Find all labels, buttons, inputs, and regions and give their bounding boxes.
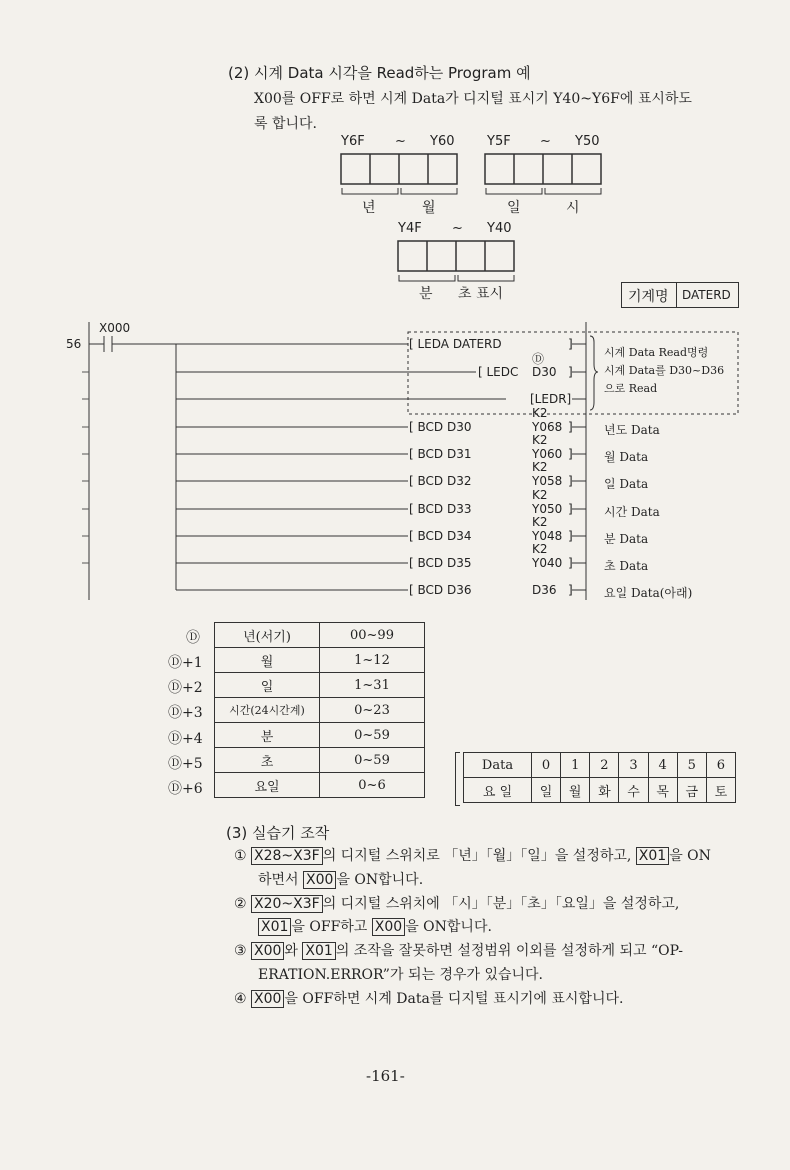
ladder-instr-leda: [ LEDA DATERD bbox=[409, 337, 502, 351]
operation-title: (3) 실습기 조작 bbox=[226, 824, 330, 842]
operation-step-3: ③ X00 와 X01 의 조작을 잘못하면 설정범위 이외를 설정하게 되고 “OP- bbox=[234, 943, 683, 959]
table-row: 년(서기) 00~99 bbox=[215, 623, 425, 648]
page-number: -161- bbox=[366, 1067, 405, 1085]
key-x00: X00 bbox=[372, 918, 405, 936]
operation-step-1: ① X28~X3F 의 디지털 스위치로 「년」「월」「일」을 설정하고, X01 을 ON bbox=[234, 848, 711, 864]
weekday-table bbox=[463, 752, 736, 803]
intro-line-1: X00를 OFF로 하면 시계 Data가 디지털 표시기 Y40~Y6F에 표시하도 bbox=[254, 91, 692, 107]
key-x00: X00 bbox=[251, 990, 284, 1008]
key-x28-x3f: X28~X3F bbox=[251, 847, 323, 865]
device-name-value: DATERD bbox=[682, 288, 731, 302]
intro-line-2: 록 합니다. bbox=[254, 116, 317, 132]
table-row: 요일 0~6 bbox=[215, 773, 425, 798]
operation-step-4: ④ X00 을 OFF하면 시계 Data를 디지털 표시기에 표시합니다. bbox=[234, 991, 624, 1007]
section-title: (2) 시계 Data 시각을 Read하는 Program 예 bbox=[228, 64, 531, 82]
table-row: 초 0~59 bbox=[215, 748, 425, 773]
operation-step-2: ② X20~X3F 의 디지털 스위치에 「시」「분」「초」「요일」을 설정하고, bbox=[234, 896, 680, 912]
operation-step-1b: 하면서 X00 을 ON합니다. bbox=[258, 872, 424, 888]
table-row: 월 1~12 bbox=[215, 648, 425, 673]
key-x01: X01 bbox=[636, 847, 669, 865]
key-x01: X01 bbox=[258, 918, 291, 936]
ladder-instr-ledc: [ LEDC bbox=[478, 365, 519, 379]
key-x00: X00 bbox=[251, 942, 284, 960]
ladder-contact-x000: X000 bbox=[99, 321, 131, 335]
key-x00: X00 bbox=[303, 871, 336, 889]
table-row: 시간(24시간계) 0~23 bbox=[215, 698, 425, 723]
ladder-instr-ledr: [LEDR] bbox=[530, 392, 572, 406]
ladder-step-number: 56 bbox=[66, 337, 82, 351]
device-name-label: 기계명 bbox=[628, 289, 669, 305]
table-row: 분 0~59 bbox=[215, 723, 425, 748]
key-x20-x3f: X20~X3F bbox=[251, 895, 323, 913]
table-row: 요 일 일 월 화 수 목 금 토 bbox=[464, 778, 736, 803]
range-table bbox=[214, 622, 425, 798]
table-row: Data 0 1 2 3 4 5 6 bbox=[464, 753, 736, 778]
operation-step-2b: X01 을 OFF하고 X00 을 ON합니다. bbox=[258, 916, 492, 936]
operation-step-3b: ERATION.ERROR”가 되는 경우가 있습니다. bbox=[258, 967, 544, 983]
table-row: 일 1~31 bbox=[215, 673, 425, 698]
key-x01: X01 bbox=[302, 942, 335, 960]
